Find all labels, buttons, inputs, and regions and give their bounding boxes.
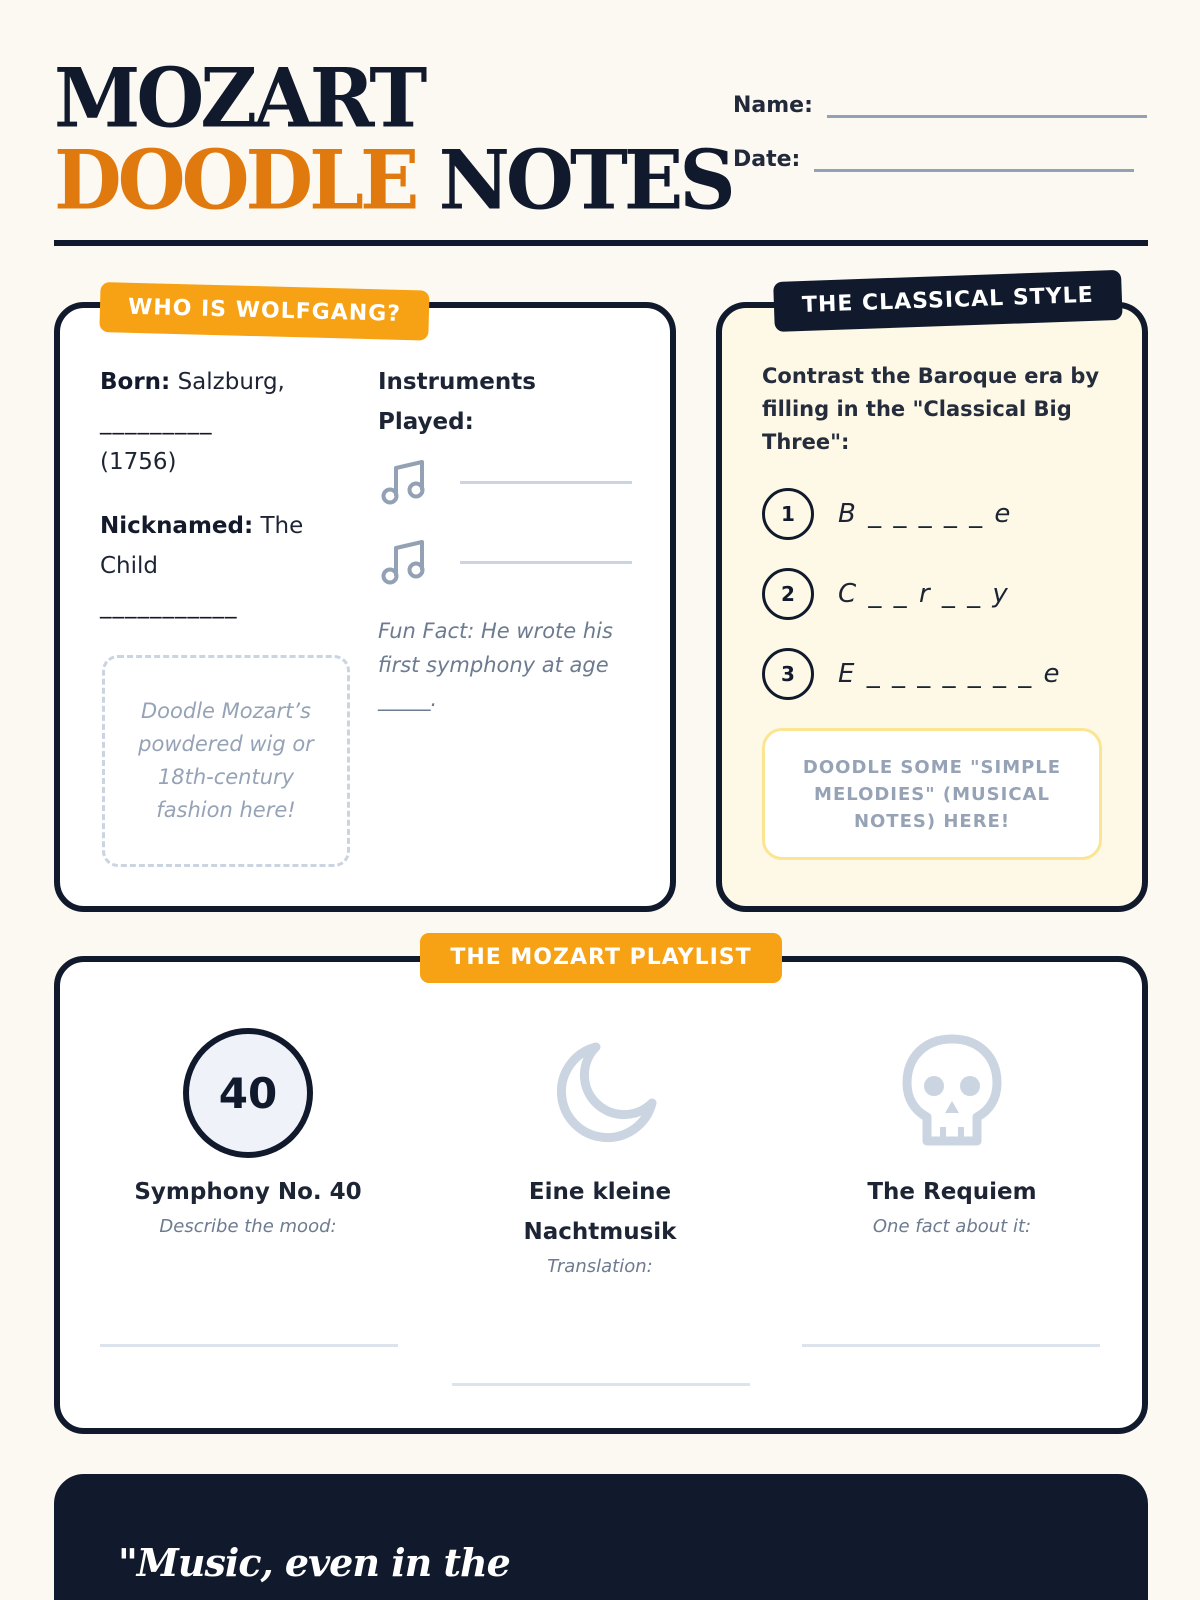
playlist-prompt: One fact about it: bbox=[872, 1216, 1032, 1237]
date-blank-line[interactable] bbox=[814, 146, 1134, 172]
date-label: Date: bbox=[733, 147, 801, 172]
instruments-section bbox=[378, 362, 638, 716]
mozart-playlist-tab: THE MOZART PLAYLIST bbox=[420, 933, 782, 983]
skull-icon bbox=[897, 1031, 1007, 1155]
playlist-item-symphony-40 bbox=[88, 1026, 408, 1237]
big-three-blank[interactable]: B _ _ _ _ _ e bbox=[838, 499, 1013, 529]
born-fact bbox=[100, 362, 340, 482]
header-divider bbox=[54, 240, 1148, 246]
big-three-blank[interactable]: C _ _ r _ _ y bbox=[838, 579, 1010, 609]
name-blank-line[interactable] bbox=[827, 92, 1147, 118]
instruments-title: Instruments Played: bbox=[378, 369, 536, 435]
instrument-row bbox=[378, 522, 638, 602]
instrument-row bbox=[378, 442, 638, 522]
who-is-wolfgang-tab: WHO IS WOLFGANG? bbox=[99, 282, 429, 341]
playlist-item-nachtmusik bbox=[440, 1026, 760, 1277]
title-subtitle bbox=[54, 132, 732, 229]
moon-icon-wrap bbox=[533, 1026, 667, 1160]
instrument-blank-line[interactable] bbox=[460, 561, 632, 564]
melody-doodle-area[interactable] bbox=[762, 728, 1102, 860]
nickname-value: The Child bbox=[100, 513, 304, 579]
mood-answer-line[interactable] bbox=[100, 1344, 398, 1347]
melody-doodle-prompt: DOODLE SOME "SIMPLE MELODIES" (MUSICAL NOTES) HERE! bbox=[802, 756, 1062, 832]
born-blank[interactable]: _________ bbox=[100, 409, 213, 435]
nickname-label: Nicknamed: bbox=[100, 513, 254, 539]
title-doodle: DOODLE bbox=[54, 132, 416, 229]
playlist-prompt: Describe the mood: bbox=[159, 1216, 337, 1237]
big-three-item bbox=[762, 488, 1122, 540]
fun-fact: Fun Fact: He wrote his first symphony at age _____. bbox=[378, 619, 613, 711]
big-three-item bbox=[762, 648, 1122, 700]
title-mozart: MOZART bbox=[54, 50, 424, 147]
classical-style-tab: THE CLASSICAL STYLE bbox=[773, 270, 1122, 332]
worksheet-title bbox=[54, 50, 732, 229]
number-circle: 3 bbox=[762, 648, 814, 700]
wolfgang-facts bbox=[100, 362, 340, 626]
wig-doodle-prompt: Doodle Mozart’s powdered wig or 18th-century fashion here! bbox=[138, 699, 314, 822]
skull-icon-wrap bbox=[885, 1026, 1019, 1160]
number-circle: 2 bbox=[762, 568, 814, 620]
name-label: Name: bbox=[733, 93, 813, 118]
playlist-title: Symphony No. 40 bbox=[134, 1179, 362, 1205]
nickname-fact bbox=[100, 506, 340, 626]
symphony-badge bbox=[181, 1026, 315, 1160]
translation-answer-line[interactable] bbox=[452, 1383, 750, 1386]
name-field bbox=[733, 92, 1148, 118]
playlist-title: The Requiem bbox=[867, 1179, 1037, 1205]
born-label: Born: bbox=[100, 369, 171, 395]
number-circle: 1 bbox=[762, 488, 814, 540]
mozart-quote: "Music, even in the bbox=[118, 1540, 510, 1585]
playlist-title: Eine kleine Nachtmusik bbox=[523, 1179, 677, 1245]
moon-icon bbox=[540, 1033, 660, 1153]
born-value: Salzburg, bbox=[177, 369, 285, 395]
number-40-badge: 40 bbox=[183, 1028, 313, 1158]
big-three-item bbox=[762, 568, 1122, 620]
music-note-icon bbox=[378, 536, 430, 588]
born-year: (1756) bbox=[100, 449, 177, 475]
requiem-fact-answer-line[interactable] bbox=[802, 1344, 1100, 1347]
wig-doodle-area[interactable] bbox=[102, 655, 350, 867]
title-notes: NOTES bbox=[438, 132, 732, 229]
nickname-blank[interactable]: ___________ bbox=[100, 593, 238, 619]
big-three-blank[interactable]: E _ _ _ _ _ _ _ e bbox=[838, 659, 1062, 689]
instrument-blank-line[interactable] bbox=[460, 481, 632, 484]
playlist-prompt: Translation: bbox=[547, 1256, 653, 1277]
music-note-icon bbox=[378, 456, 430, 508]
playlist-item-requiem bbox=[792, 1026, 1112, 1237]
classical-intro: Contrast the Baroque era by filling in the "Classical Big Three": bbox=[762, 364, 1100, 454]
date-field bbox=[733, 146, 1148, 172]
